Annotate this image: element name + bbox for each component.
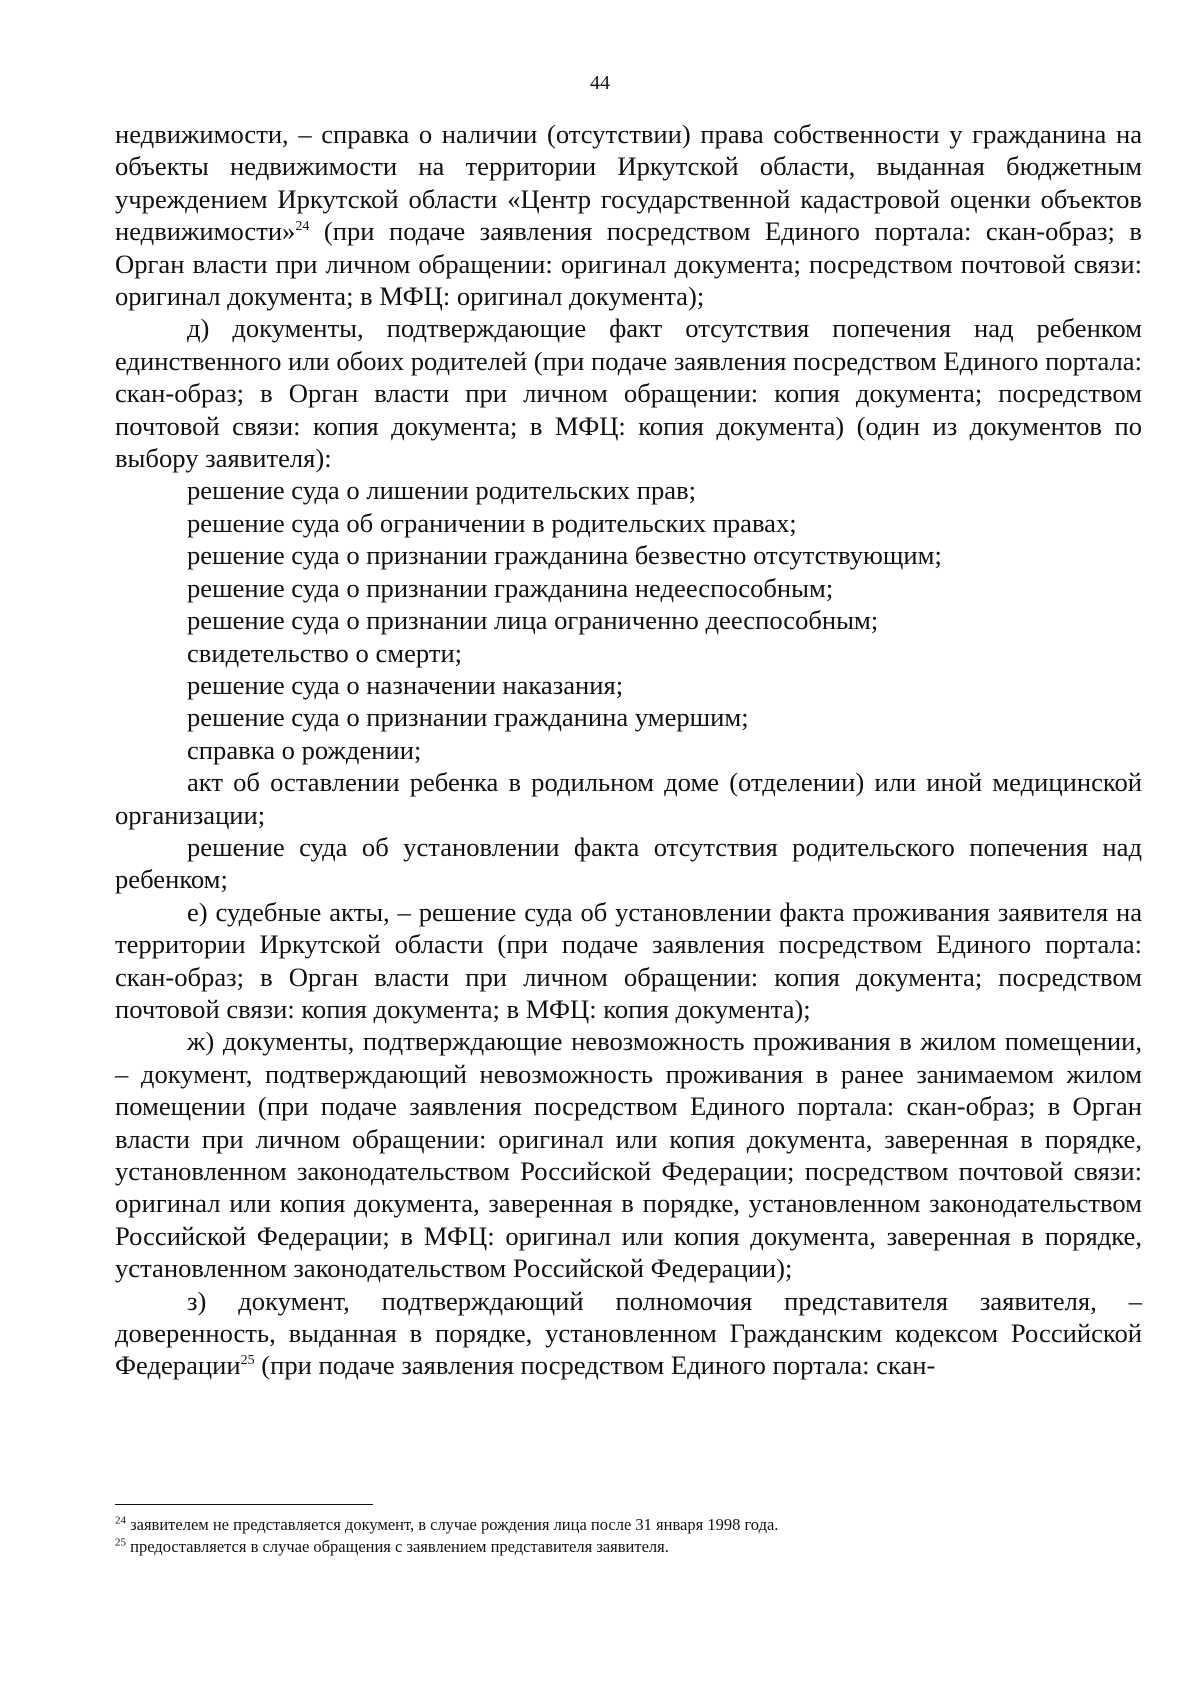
- footnote-ref-25: 25: [240, 1353, 255, 1369]
- list-item: решение суда о признании гражданина безвестно отсутствующим;: [187, 540, 942, 571]
- paragraph-continuation: недвижимости, – справка о наличии (отсутствии) права собственности у гражданина на объекты недвижимости на территории Иркутской области, выданная бюджетным учреждением Иркутской области «Центр государственной кадастровой оценки объектов недвижимости»$^{24}$ (при подаче заявления посредством Единого портала: скан-образ; в Орган власти при личном обращении: оригинал документа; посредством почтовой связи: оригинал документа; в МФЦ: оригинал документа);: [115, 119, 1142, 312]
- list-item: свидетельство о смерти;: [187, 637, 463, 668]
- list-item: справка о рождении;: [187, 734, 422, 765]
- footnote-separator: [115, 1504, 373, 1505]
- list-item: решение суда о признании гражданина умершим;: [187, 702, 749, 733]
- paragraph-item-z: з) документ, подтверждающий полномочия представителя заявителя, – доверенность, выданная в порядке, установленном Гражданским кодексом Российской Федерации$^{25}$ (при подаче заявления посредством Единого портала: скан-: [115, 1285, 1142, 1381]
- list-item: акт об оставлении ребенка в родильном доме (отделении) или иной медицинской организации;: [115, 767, 1142, 830]
- paragraph-item-e: е) судебные акты, – решение суда об установлении факта проживания заявителя на территории Иркутской области (при подаче заявления посредством Единого портала: скан-образ; в Орган власти при личном обращении: копия документа; посредством почтовой связи: копия документа; в МФЦ: копия документа);: [115, 896, 1142, 1024]
- paragraph-item-zh: ж) документы, подтверждающие невозможность проживания в жилом помещении, – документ, подтверждающий невозможность проживания в ранее занимаемом жилом помещении (при подаче заявления посредством Единого портала: скан-образ; в Орган власти при личном обращении: оригинал или копия документа, заверенная в порядке, установленном законодательством Российской Федерации; посредством почтовой связи: оригинал или копия документа, заверенная в порядке, установленном законодательством Российской Федерации; в МФЦ: оригинал или копия документа, заверенная в порядке, установленном законодательством Российской Федерации);: [115, 1026, 1142, 1284]
- list-item: решение суда о признании гражданина недееспособным;: [187, 572, 834, 603]
- footnote-ref-24: 24: [295, 219, 310, 235]
- footnotes: [115, 1514, 1142, 1558]
- list-item: решение суда о назначении наказания;: [187, 669, 624, 700]
- list-item: решение суда об ограничении в родительских правах;: [187, 507, 797, 538]
- footnote-25: $^{25}$ предоставляется в случае обращения с заявлением представителя заявителя.: [115, 1536, 669, 1556]
- page-number: 44: [590, 72, 610, 94]
- body-text: [115, 118, 1142, 1382]
- list-item: решение суда об установлении факта отсутствия родительского попечения над ребенком;: [115, 831, 1142, 895]
- footnote-24: $^{24}$ заявителем не представляется документ, в случае рождения лица после 31 января 1998 года.: [115, 1514, 779, 1534]
- list-item: решение суда о лишении родительских прав;: [187, 475, 697, 506]
- list-item: решение суда о признании лица ограниченно дееспособным;: [187, 605, 879, 636]
- paragraph-item-d: д) документы, подтверждающие факт отсутствия попечения над ребенком единственного или обоих родителей (при подаче заявления посредством Единого портала: скан-образ; в Орган власти при личном обращении: копия документа; посредством почтовой связи: копия документа; в МФЦ: копия документа) (один из документов по выбору заявителя):: [115, 313, 1142, 474]
